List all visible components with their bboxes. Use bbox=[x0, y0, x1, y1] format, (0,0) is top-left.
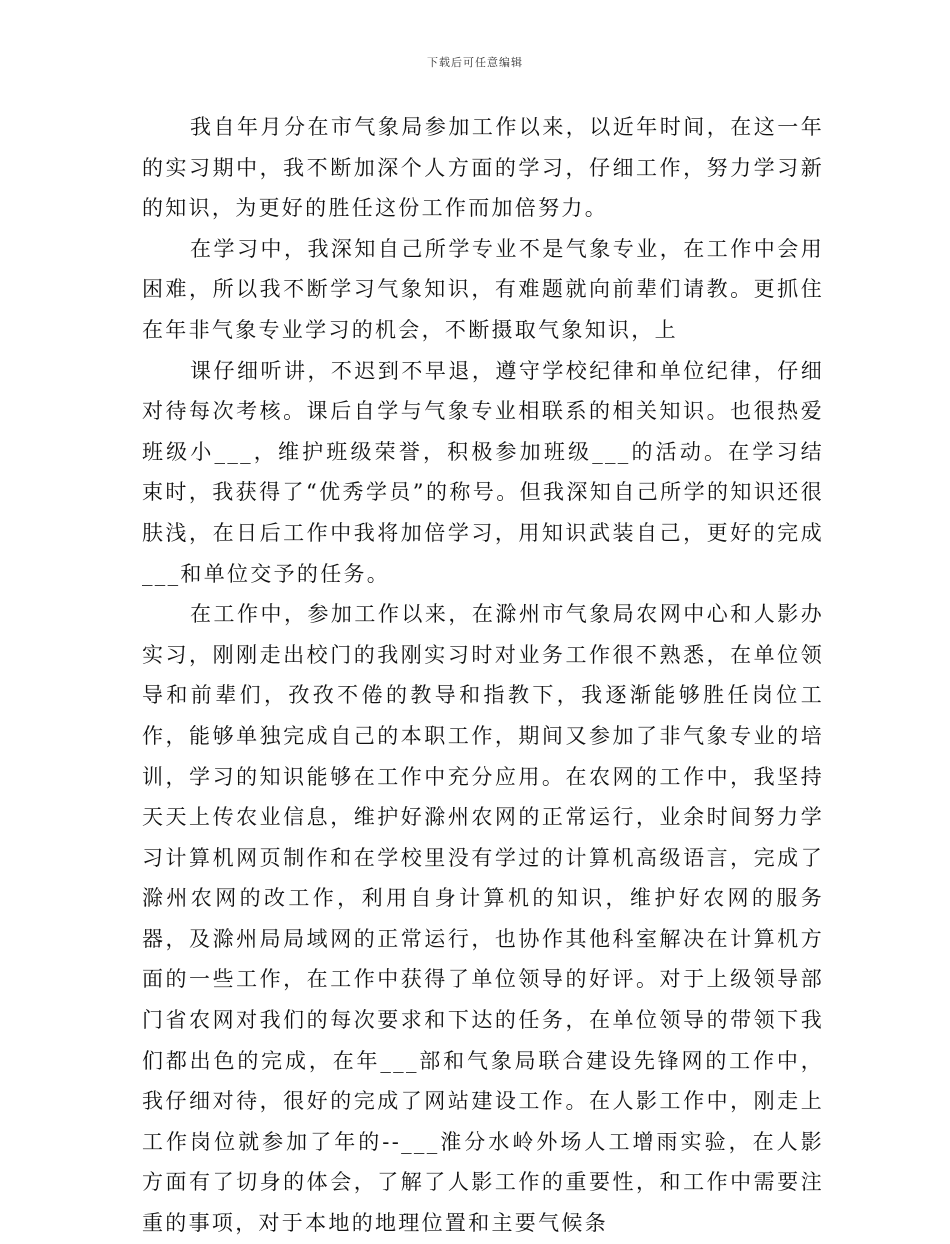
paragraph-3: 课仔细听讲，不迟到不早退，遵守学校纪律和单位纪律，仔细对待每次考核。课后自学与气象专业相联系的相关知识。也很热爱班级小___，维护班级荣誉，积极参加班级___的活动。在学习结束时，我获得了“优秀学员”的称号。但我深知自己所学的知识还很肤浅，在日后工作中我将加倍学习，用知识武装自己，更好的完成___和单位交予的任务。 bbox=[142, 358, 824, 586]
paragraph-2: 在学习中，我深知自己所学专业不是气象专业，在工作中会用困难，所以我不断学习气象知识，有难题就向前辈们请教。更抓住在年非气象专业学习的机会，不断摄取气象知识，上 bbox=[142, 236, 824, 342]
document-body bbox=[142, 107, 824, 1244]
paragraph-4: 在工作中，参加工作以来，在滁州市气象局农网中心和人影办实习，刚刚走出校门的我刚实习时对业务工作很不熟悉，在单位领导和前辈们，孜孜不倦的教导和指教下，我逐渐能够胜任岗位工作，能够单独完成自己的本职工作，期间又参加了非气象专业的培训，学习的知识能够在工作中充分应用。在农网的工作中，我坚持天天上传农业信息，维护好滁州农网的正常运行，业余时间努力学习计算机网页制作和在学校里没有学过的计算机高级语言，完成了滁州农网的改工作，利用自身计算机的知识，维护好农网的服务器，及滁州局局域网的正常运行，也协作其他科室解决在计算机方面的一些工作，在工作中获得了单位领导的好评。对于上级领导部门省农网对我们的每次要求和下达的任务，在单位领导的带领下我们都出色的完成，在年___部和气象局联合建设先锋网的工作中，我仔细对待，很好的完成了网站建设工作。在人影工作中，刚走上工作岗位就参加了年的--___淮分水岭外场人工增雨实验，在人影方面有了切身的体会，了解了人影工作的重要性，和工作中需要注重的事项，对于本地的地理位置和主要气候条 bbox=[142, 602, 824, 1236]
page-header: 下载后可任意编辑 bbox=[427, 56, 523, 69]
paragraph-1: 我自年月分在市气象局参加工作以来，以近年时间，在这一年的实习期中，我不断加深个人方面的学习，仔细工作，努力学习新的知识，为更好的胜任这份工作而加倍努力。 bbox=[142, 115, 824, 221]
